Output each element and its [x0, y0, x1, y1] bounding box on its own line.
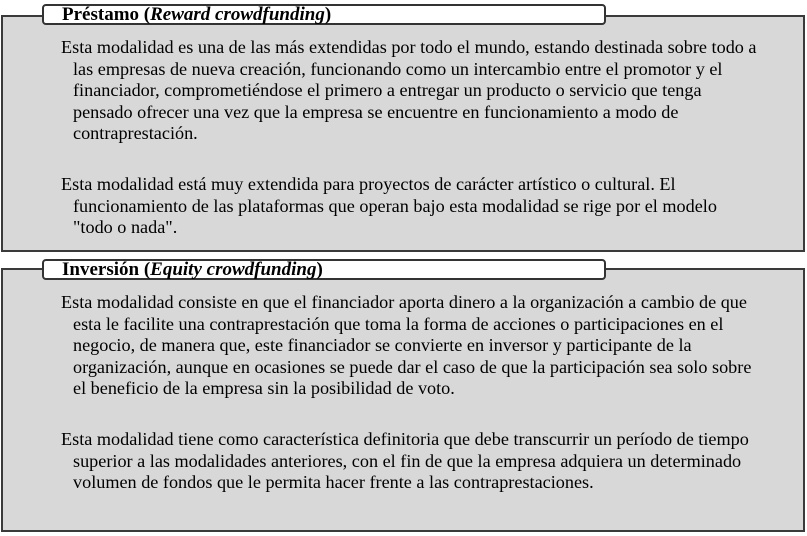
title-italic: Reward crowdfunding	[150, 4, 325, 25]
paragraph-text: Esta modalidad consiste en que el financiador aporta dinero a la organización a cambio de que esta le facilite una contraprestación que toma la forma de acciones o participaciones en el negocio, de manera que, este financiador se convierte en inversor y participante de la organización, aunque en ocasiones se puede dar el caso de que la participación sea solo sobre el beneficio de la empresa sin la posibilidad de voto.	[61, 292, 752, 398]
paragraph	[61, 429, 761, 494]
section-prestamo	[1, 15, 805, 252]
title-main: Préstamo	[62, 4, 140, 25]
title-main: Inversión	[62, 259, 140, 280]
section-title-prestamo	[42, 4, 606, 25]
paragraph	[61, 292, 761, 400]
title-close: )	[324, 4, 332, 25]
paragraph	[61, 174, 751, 239]
paragraph-text: Esta modalidad tiene como característica definitoria que debe transcurrir un período de tiempo superior a las modalidades anteriores, con el fin de que la empresa adquiera un determinado volumen de fondos que le permita hacer frente a las contraprestaciones.	[61, 429, 749, 492]
title-open: (	[139, 259, 151, 280]
title-open: (	[139, 4, 151, 25]
section-inversion	[1, 268, 805, 532]
title-italic: Equity crowdfunding	[150, 259, 317, 280]
section-title-inversion	[42, 259, 606, 280]
paragraph-text: Esta modalidad está muy extendida para proyectos de carácter artístico o cultural. El funcionamiento de las plataformas que operan bajo esta modalidad se rige por el modelo "todo o nada".	[61, 174, 717, 237]
paragraph	[61, 37, 761, 145]
title-close: )	[316, 259, 323, 280]
paragraph-text: Esta modalidad es una de las más extendidas por todo el mundo, estando destinada sobre todo a las empresas de nueva creación, funcionando como un intercambio entre el promotor y el financiador, comprometiéndose el primero a entregar un producto o servicio que tenga pensado ofrecer una vez que la empresa se encuentre en funcionamiento a modo de contraprestación.	[61, 37, 757, 143]
